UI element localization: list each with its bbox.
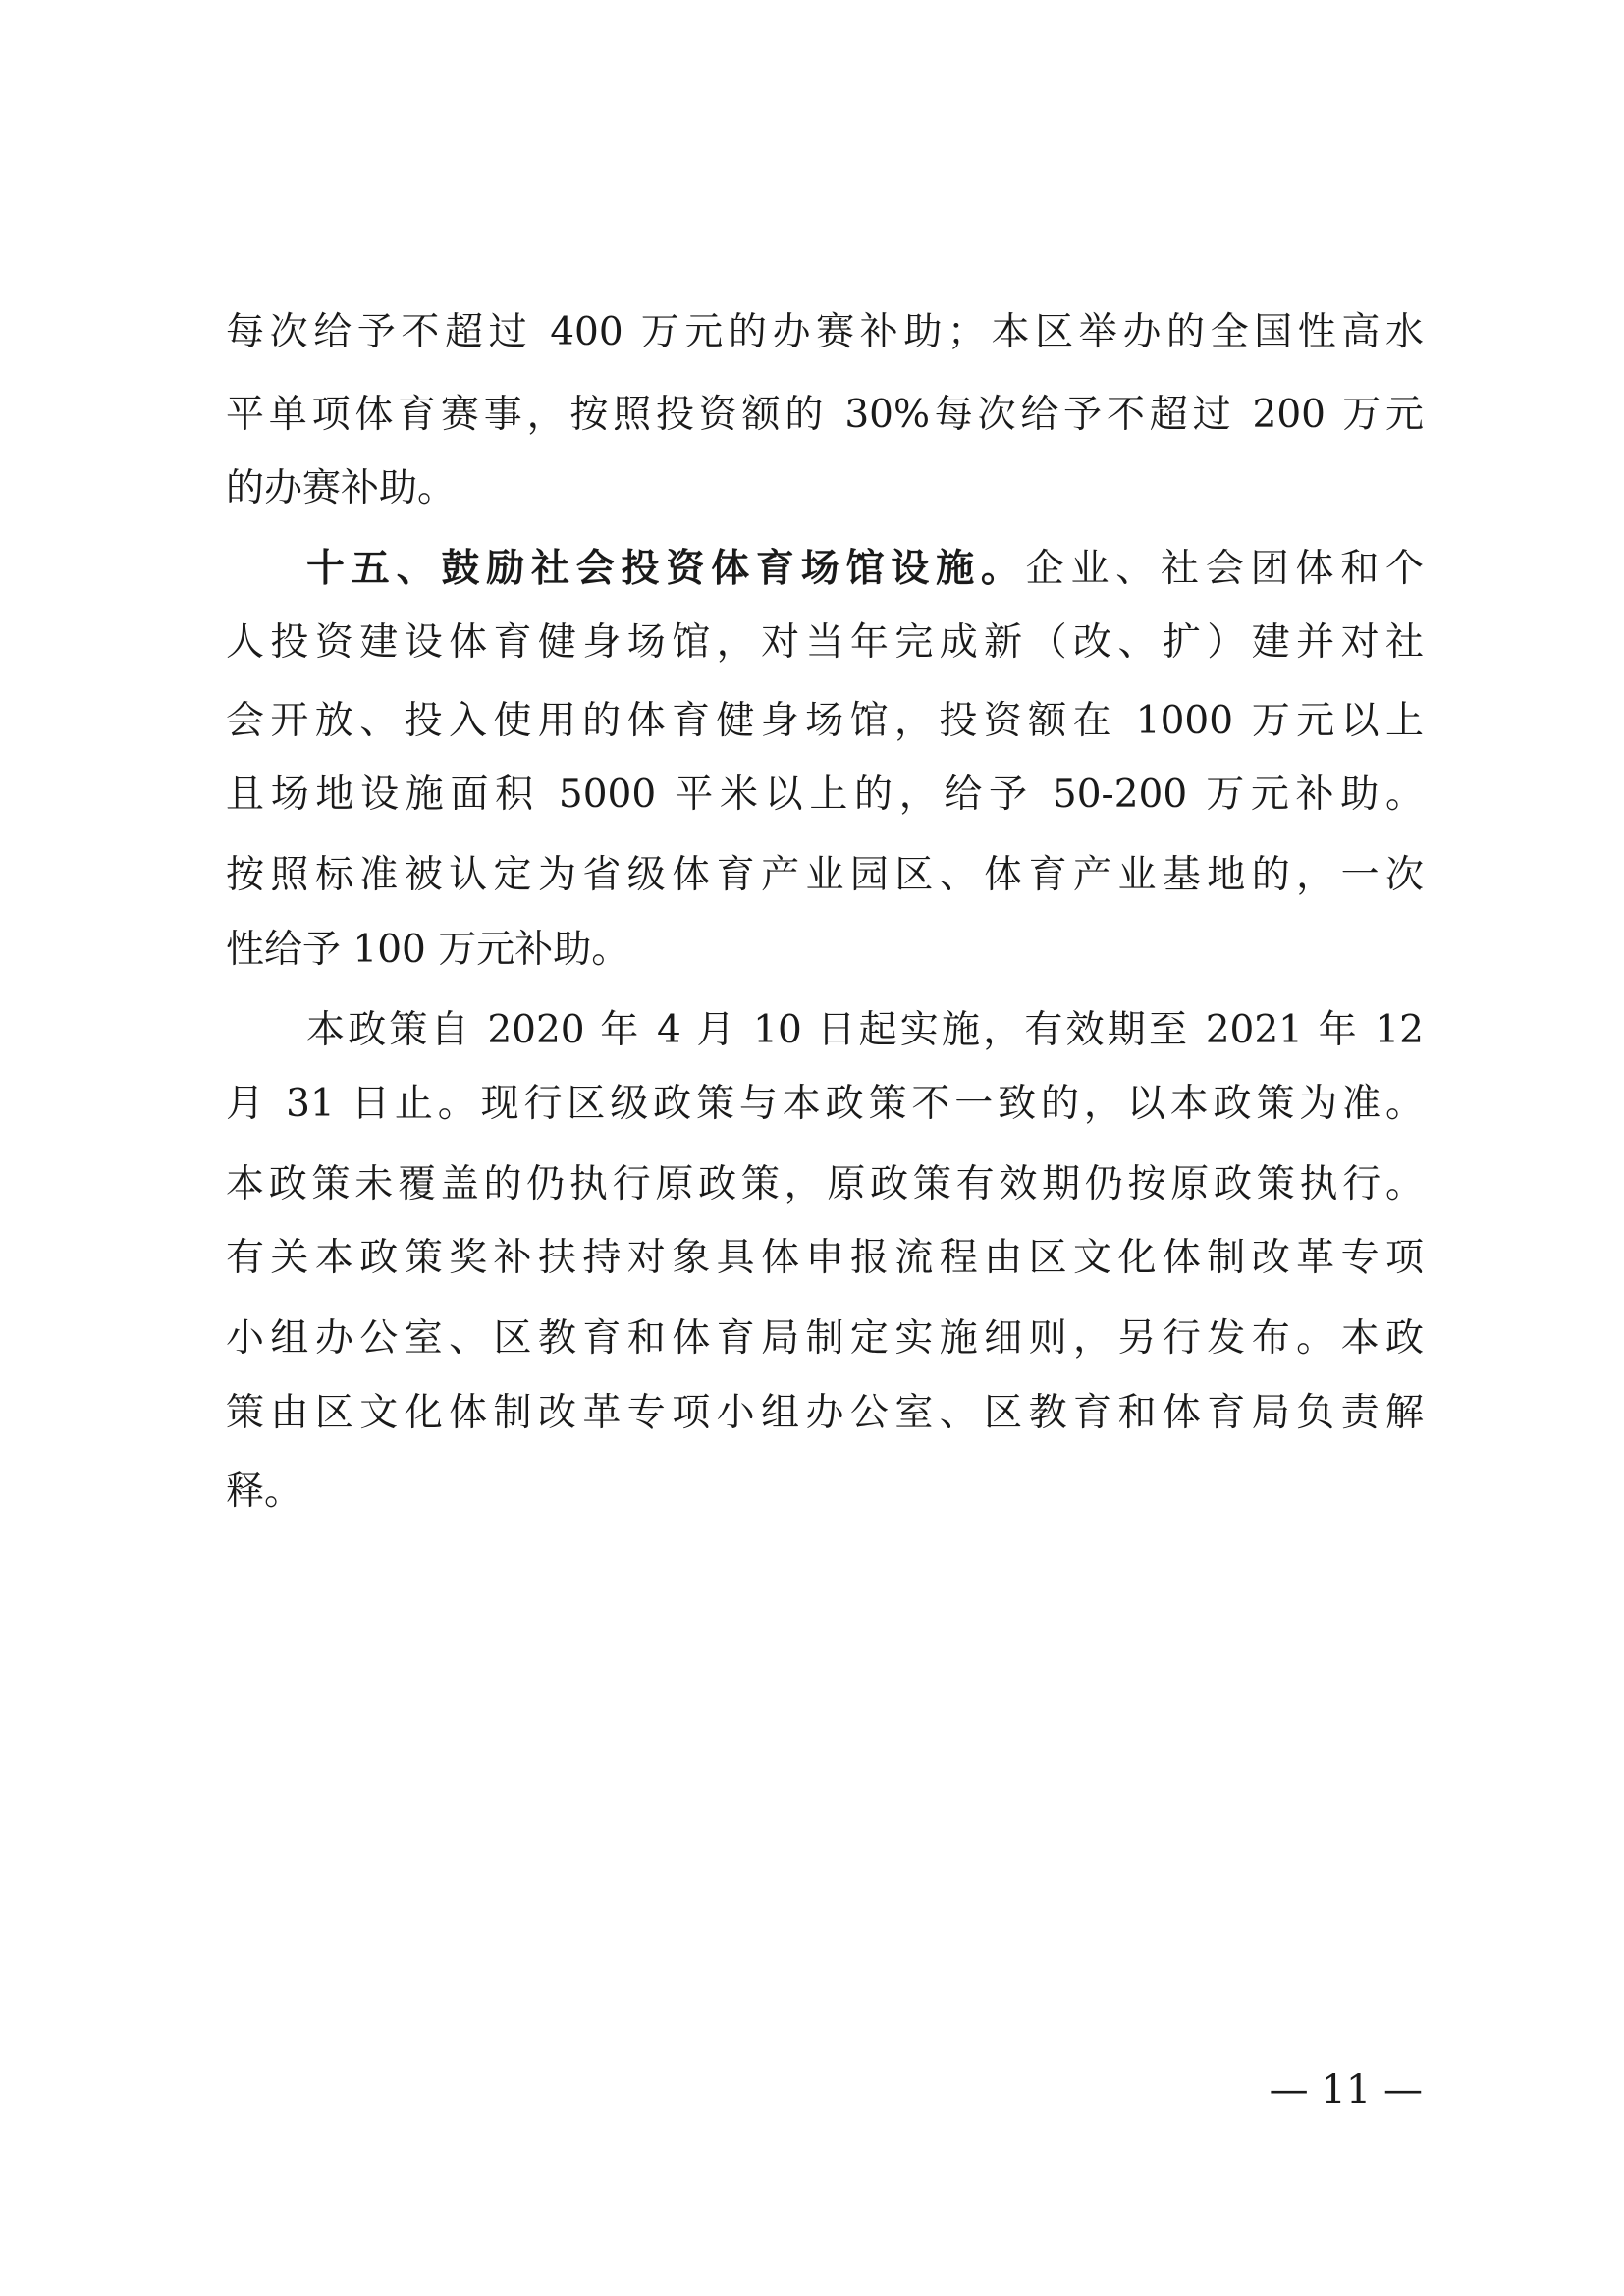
text-line: 按照标准被认定为省级体育产业园区、体育产业基地的，一次 <box>226 853 1424 897</box>
text-line: 平单项体育赛事，按照投资额的 30%每次给予不超过 200 万元 <box>226 393 1424 437</box>
text-line: 释。 <box>226 1469 303 1514</box>
text-line: 策由区文化体制改革专项小组办公室、区教育和体育局负责解 <box>226 1391 1424 1435</box>
section-heading: 十五、鼓励社会投资体育场馆设施。 <box>306 547 1026 591</box>
text-span: 企业、社会团体和个 <box>1025 547 1424 591</box>
page-number: — 11 — <box>1269 2067 1423 2112</box>
text-line: 有关本政策奖补扶持对象具体申报流程由区文化体制改革专项 <box>226 1236 1424 1280</box>
text-line: 的办赛补助。 <box>226 466 457 510</box>
text-line: 会开放、投入使用的体育健身场馆，投资额在 1000 万元以上 <box>226 699 1424 743</box>
text-line: 本政策未覆盖的仍执行原政策，原政策有效期仍按原政策执行。 <box>226 1162 1424 1206</box>
text-line: 且场地设施面积 5000 平米以上的，给予 50-200 万元补助。 <box>226 773 1424 817</box>
text-line: 本政策自 2020 年 4 月 10 日起实施，有效期至 2021 年 12 <box>306 1008 1424 1052</box>
text-line: 月 31 日止。现行区级政策与本政策不一致的，以本政策为准。 <box>226 1082 1424 1126</box>
text-line: 性给予 100 万元补助。 <box>226 928 630 972</box>
text-line: 每次给予不超过 400 万元的办赛补助；本区举办的全国性高水 <box>226 310 1424 354</box>
text-line: 小组办公室、区教育和体育局制定实施细则，另行发布。本政 <box>226 1316 1424 1361</box>
text-line <box>306 540 1424 599</box>
text-line: 人投资建设体育健身场馆，对当年完成新（改、扩）建并对社 <box>226 620 1424 665</box>
